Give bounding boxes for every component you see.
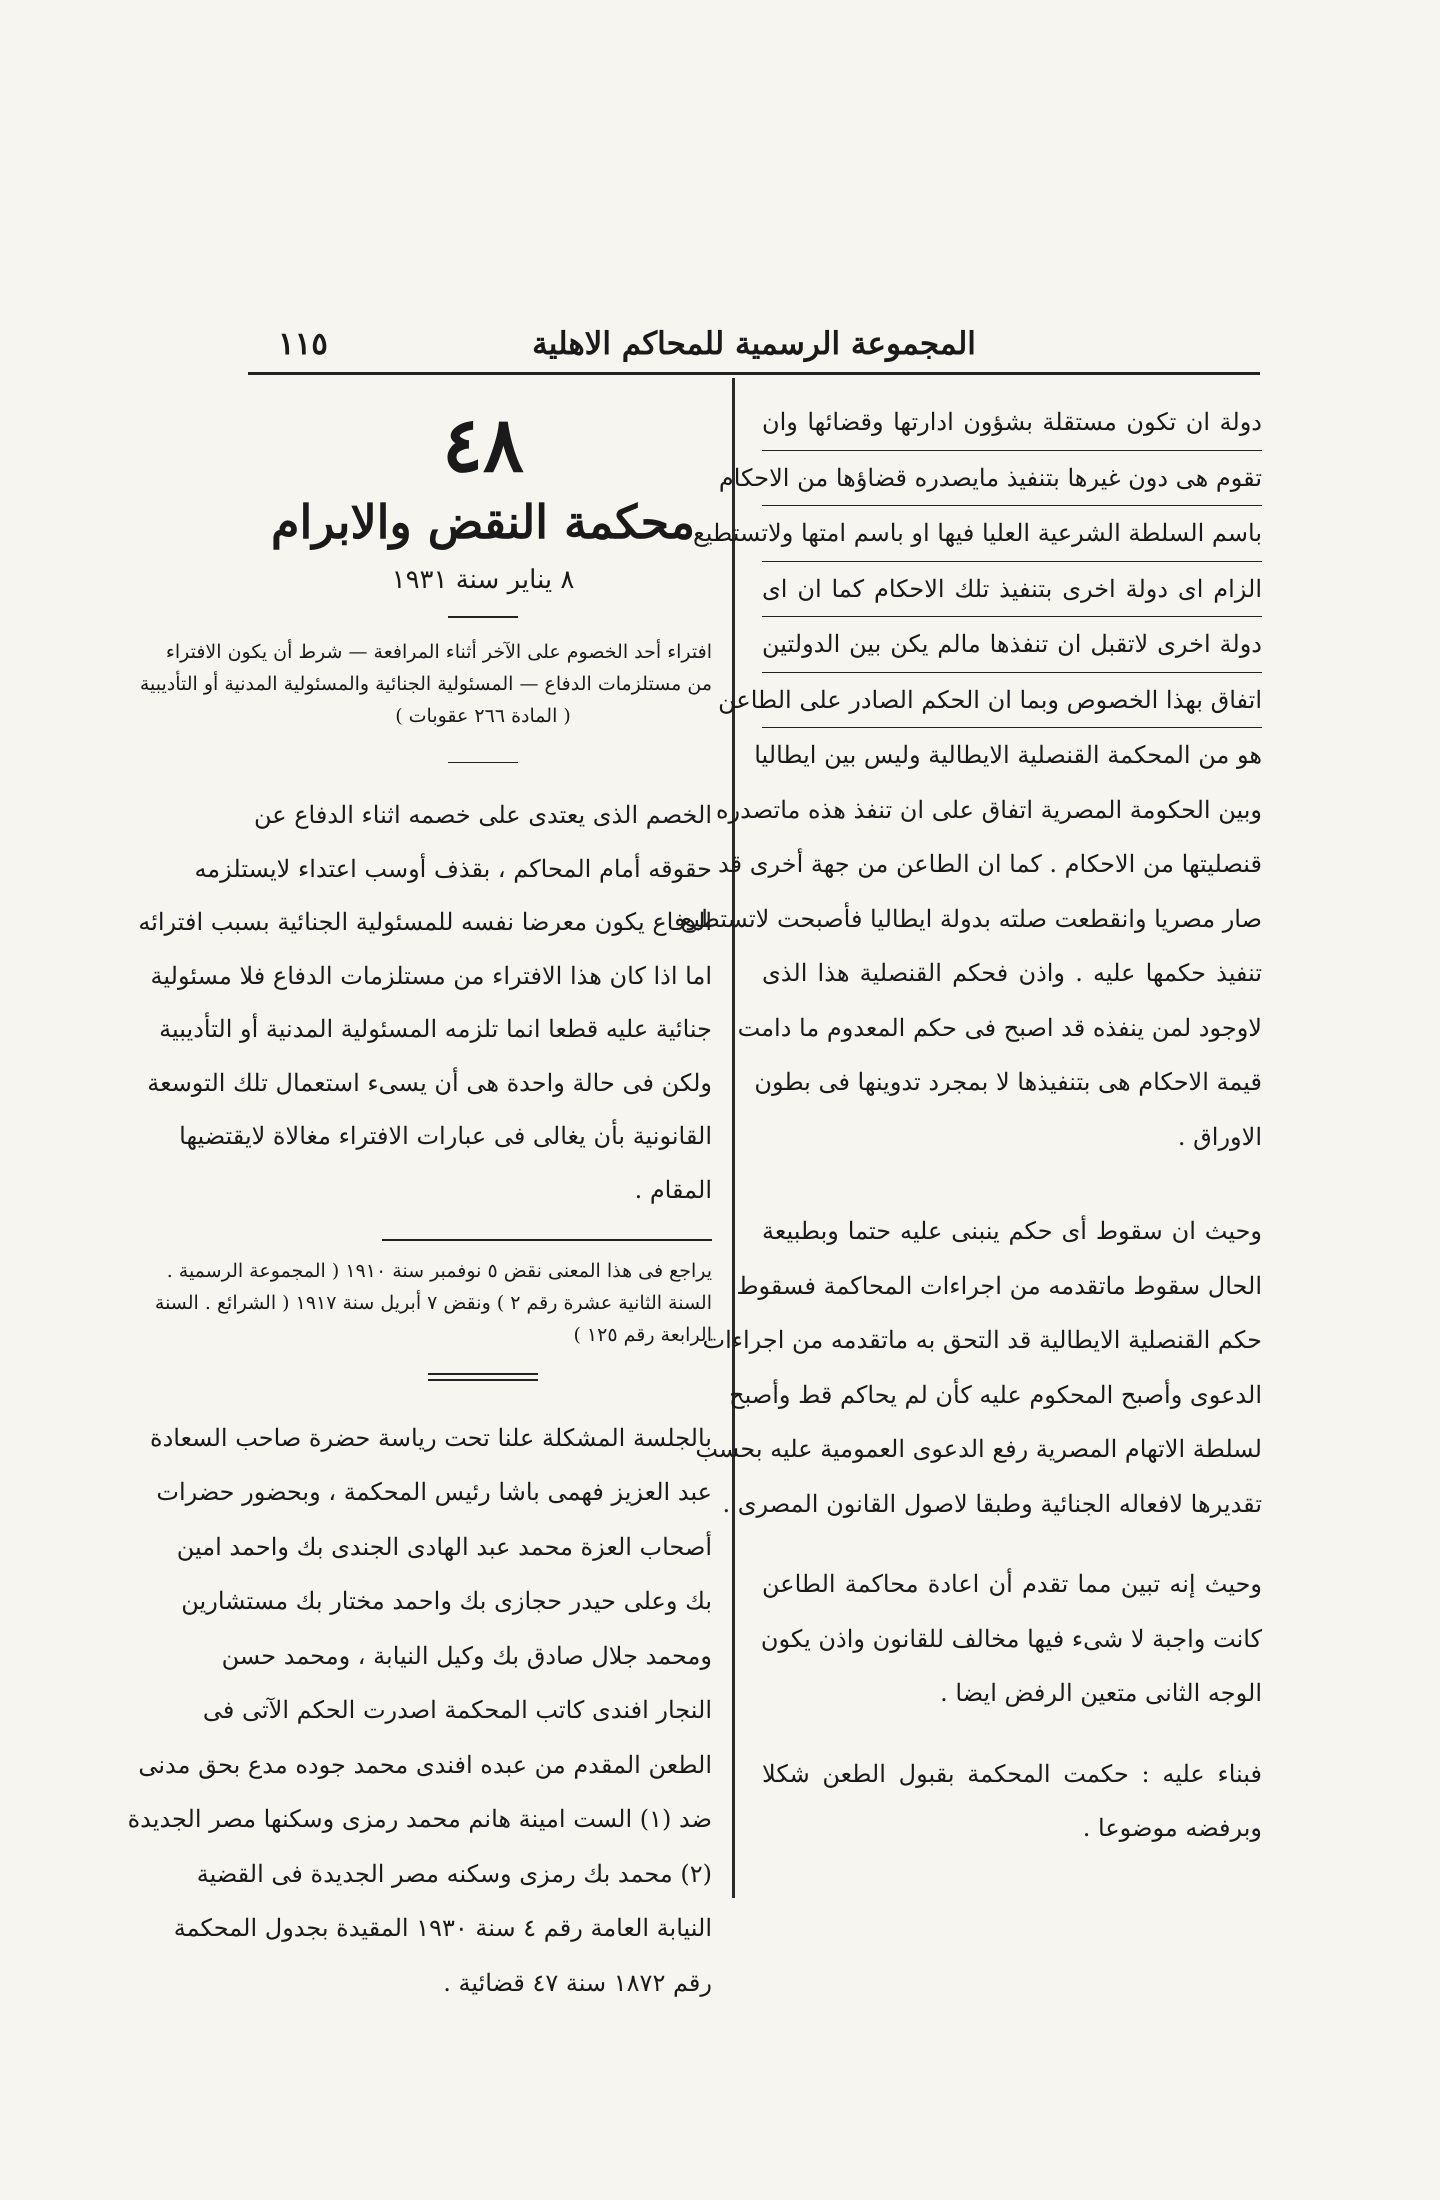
text-line: تنفيذ حكمها عليه . واذن فحكم القنصلية هذا الذى [762,959,1262,987]
text-line: لاوجود لمن ينفذه قد اصبح فى حكم المعدوم ما دامت [737,1013,1262,1042]
text-line: عبد العزيز فهمى باشا رئيس المحكمة ، وبحضور حضرات [156,1478,712,1506]
text-line: ولكن فى حالة واحدة هى أن يسىء استعمال تلك التوسعة [147,1068,712,1097]
paragraph [762,1557,1262,1721]
left-column [127,395,712,2010]
running-title: المجموعة الرسمية للمحاكم الاهلية [532,326,976,362]
text-line: ضد (١) الست امينة هانم محمد رمزى وسكنها مصر الجديدة [127,1805,712,1833]
text-line: دولة اخرى لاتقبل ان تنفذها مالم يكن بين الدولتين [762,617,1262,673]
paragraph [695,1204,1262,1531]
ruling-date: ٨ يناير سنة ١٩٣١ [391,565,575,595]
text-line: حقوقه أمام المحاكم ، بقذف أوسب اعتداء لايستلزمه [194,854,712,883]
text-line: رقم ١٨٧٢ سنة ٤٧ قضائية . [443,1968,712,1997]
text-line: بالجلسة المشكلة علنا تحت رياسة حضرة صاحب السعادة [150,1423,712,1452]
divider [448,616,518,618]
text-line: اتفاق بهذا الخصوص وبما ان الحكم الصادر على الطاعن [762,673,1262,729]
divider [448,762,518,764]
text-line: وبرفضه موضوعا . [1082,1814,1262,1842]
text-line: وحيث إنه تبين مما تقدم أن اعادة محاكمة الطاعن [762,1570,1262,1598]
text-line: جنائية عليه قطعا انما تلزمه المسئولية المدنية أو التأديبية [159,1015,712,1043]
paragraph [762,1747,1262,1856]
legal-principle [138,789,712,1217]
right-column [680,395,1262,1856]
text-line: قيمة الاحكام هى بتنفيذها لا بمجرد تدوينها فى بطون [754,1068,1262,1096]
paragraph [680,728,1262,1164]
text-line: اما اذا كان هذا الافتراء من مستلزمات الدفاع فلا مسئولية [150,961,712,990]
text-line: السنة الثانية عشرة رقم ٢ ) ونقض ٧ أبريل سنة ١٩١٧ ( الشرائع . السنة [154,1291,712,1314]
text-line: لسلطة الاتهام المصرية رفع الدعوى العمومية عليه بحسب [695,1435,1262,1463]
text-line: أصحاب العزة محمد عبد الهادى الجندى بك واحمد امين [176,1532,712,1561]
page-header [248,322,1260,372]
text-line: وبين الحكومة المصرية اتفاق على ان تنفذ هذه ماتصدره [715,795,1262,824]
text-line: القانونية بأن يغالى فى عبارات الافتراء مغالاة لايقتضيها [179,1122,712,1150]
text-line: الرابعة رقم ١٢٥ ) [573,1323,712,1346]
text-line: الزام اى دولة اخرى بتنفيذ تلك الاحكام كما ان اى [762,562,1262,618]
text-line: الحال سقوط ماتقدمه من اجراءات المحاكمة فسقوط [736,1271,1262,1300]
text-line: المقام . [634,1175,712,1204]
text-line: ( المادة ٢٦٦ عقوبات ) [395,704,571,727]
text-line: افتراء أحد الخصوم على الآخر أثناء المرافعة — شرط أن يكون الافتراء [165,640,712,663]
case-number: ٤٨ [442,400,524,489]
text-line: من مستلزمات الدفاع — المسئولية الجنائية والمسئولية المدنية أو التأديبية [139,672,712,695]
text-line: النجار افندى كاتب المحكمة اصدرت الحكم الآتى فى [202,1696,712,1724]
text-line: الدفاع يكون معرضا نفسه للمسئولية الجنائية بسبب افترائه [138,908,712,936]
text-line: حكم القنصلية الايطالية قد التحق به ماتقدمه من اجراءات [702,1326,1262,1354]
footnote-rule [382,1239,712,1241]
text-line: وحيث ان سقوط أى حكم ينبنى عليه حتما وبطبيعة [762,1217,1262,1245]
text-line: تقوم هى دون غيرها بتنفيذ مايصدره قضاؤها من الاحكام [762,451,1262,507]
text-line: (٢) محمد بك رمزى وسكنه مصر الجديدة فى القضية [196,1859,712,1888]
paragraph-underlined [693,395,1262,728]
text-line: بك وعلى حيدر حجازى بك واحمد مختار بك مستشارين [181,1587,712,1615]
column-divider [732,378,735,1898]
double-rule [428,1373,538,1381]
session-paragraph [127,1411,712,2011]
text-line: ومحمد جلال صادق بك وكيل النيابة ، ومحمد حسن [221,1641,712,1670]
page-number: ١١٥ [278,326,328,362]
text-line: كانت واجبة لا شىء فيها مخالف للقانون واذن يكون [760,1624,1262,1653]
court-name: محكمة النقض والابرام [271,495,695,549]
text-line: الخصم الذى يعتدى على خصمه اثناء الدفاع عن [253,801,712,829]
text-line: دولة ان تكون مستقلة بشؤون ادارتها وقضائها وان [762,395,1262,451]
footnote [154,1255,712,1351]
text-line: قنصليتها من الاحكام . كما ان الطاعن من جهة أخرى قد [718,850,1262,878]
text-line: الطعن المقدم من عبده افندى محمد جوده مدع بحق مدنى [138,1750,712,1779]
headnote [139,636,712,732]
text-line: تقديرها لافعاله الجنائية وطبقا لاصول القانون المصرى . [722,1489,1262,1518]
text-line: هو من المحكمة القنصلية الايطالية وليس بين ايطاليا [754,741,1262,769]
text-line: يراجع فى هذا المعنى نقض ٥ نوفمبر سنة ١٩١٠ ( المجموعة الرسمية . [166,1259,712,1282]
text-line: صار مصريا وانقطعت صلته بدولة ايطاليا فأصبحت لاتستطيع [680,904,1262,933]
text-line: فبناء عليه : حكمت المحكمة بقبول الطعن شكلا [762,1759,1262,1788]
text-line: الدعوى وأصبح المحكوم عليه كأن لم يحاكم قط وأصبح [729,1380,1262,1409]
text-line: الاوراق . [1177,1122,1262,1151]
text-line: باسم السلطة الشرعية العليا فيها او باسم امتها ولاتستطيع [762,506,1262,562]
text-line: النيابة العامة رقم ٤ سنة ١٩٣٠ المقيدة بجدول المحكمة [173,1914,712,1942]
text-line: الوجه الثانى متعين الرفض ايضا . [940,1679,1262,1707]
header-rule [248,372,1260,375]
